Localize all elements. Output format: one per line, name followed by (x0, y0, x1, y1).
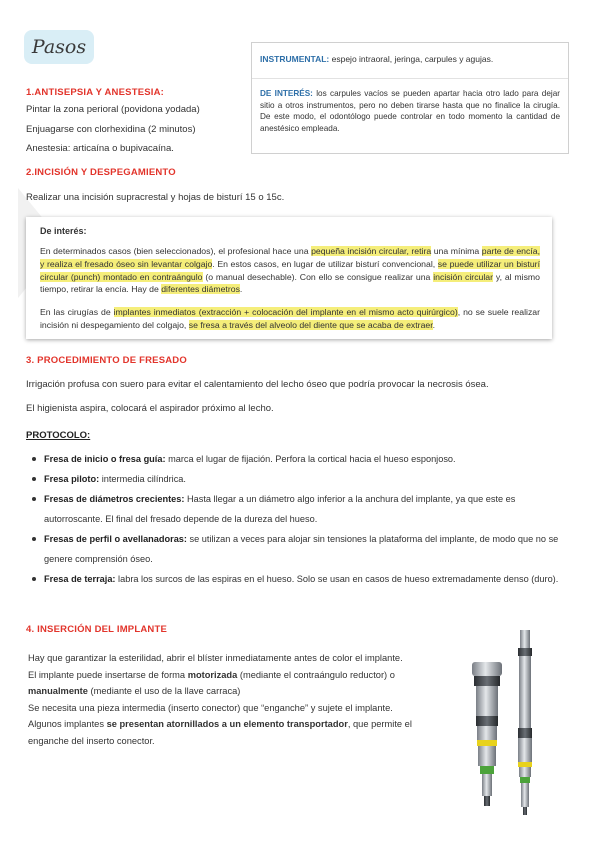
text-segment: En determinados casos (bien seleccionados), el profesional hace una (40, 246, 312, 256)
text-segment: (o manual desechable). Con ello se consigue realizar una (202, 271, 434, 282)
transporter-tool (518, 630, 532, 815)
interest-box-title: De interés: (40, 226, 87, 236)
text-segment: una mínima (431, 246, 482, 256)
instrumental-interest-label: DE INTERÉS: (260, 89, 313, 98)
section3-line-2: El higienista aspira, colocará el aspirador próximo al lecho. (26, 403, 274, 414)
instrumental-interest (252, 79, 568, 134)
section3-line-1: Irrigación profusa con suero para evitar el calentamiento del lecho óseo que podría provocar la necrosis ósea. (26, 379, 489, 390)
section1-line-2: Enjuagarse con clorhexidina (2 minutos) (26, 124, 196, 135)
section3-heading: 3. PROCEDIMIENTO DE FRESADO (26, 355, 187, 366)
interest-paragraph-1 (40, 245, 540, 296)
instrumental-label: INSTRUMENTAL: (260, 54, 330, 64)
protocol-item: Fresa de terraja: labra los surcos de las espiras en el hueso. Solo se usan en casos de hueso extremadamente denso (duro). (30, 569, 560, 589)
instrumental-interest-text: los carpules vacíos se pueden apartar hacia otro lado para dejar sitio a otros instrumentos, pero no deben tirarse hasta que no finalice la cirugía. De este modo, el odontólogo puede controlar en todo momento la cantidad de anestésico empleada. (260, 89, 560, 133)
section4-paragraph-2: El implante puede insertarse de forma motorizada (mediante el contraángulo reductor) o manualmente (mediante el uso de la llave carraca) (28, 669, 395, 696)
section1-line-3: Anestesia: articaína o bupivacaína. (26, 143, 174, 154)
section2-line: Realizar una incisión supracrestal y hojas de bisturí 15 o 15c. (26, 192, 285, 203)
instrumental-row (252, 43, 568, 79)
connector-insert-tool (472, 662, 502, 806)
protocol-item: Fresa de inicio o fresa guía: marca el lugar de fijación. Perfora la cortical hacia el hueso esponjoso. (30, 449, 560, 469)
page-title-badge (24, 30, 94, 64)
instrumental-box (251, 42, 569, 154)
section4-paragraph-3: Se necesita una pieza intermedia (inserto conector) que “enganche” y sujete el implante. (28, 702, 393, 713)
section4-paragraph-1: Hay que garantizar la esterilidad, abrir el blíster inmediatamente antes de color el implante. (28, 653, 403, 663)
text-segment: . En estos casos, en lugar de utilizar bisturí convencional, (212, 258, 438, 269)
section1-line-1: Pintar la zona perioral (povidona yodada) (26, 104, 200, 115)
text-segment: , no se suele realizar incisión ni despegamiento del colgajo, (40, 307, 541, 330)
highlighted-text: incisión circular (433, 271, 494, 282)
text-segment: . (239, 284, 243, 295)
highlighted-text: parte de encía, y realiza el fresado óseo sin levantar colgajo (40, 246, 540, 269)
interest-box (26, 217, 552, 339)
highlighted-text: pequeña incisión circular, retira (311, 246, 432, 256)
section4-heading: 4. INSERCIÓN DEL IMPLANTE (26, 624, 168, 635)
text-segment: En las cirugías de (40, 307, 114, 317)
section4-text (28, 650, 428, 749)
section4-paragraph-4: Algunos implantes se presentan atornillados a un elemento transportador, que permite el enganche del inserto conector. (28, 719, 412, 746)
interest-paragraph-2 (40, 306, 540, 332)
highlighted-text: diferentes diámetros (161, 284, 240, 295)
page-title: Pasos (31, 36, 87, 58)
protocol-item: Fresas de diámetros crecientes: Hasta llegar a un diámetro algo inferior a la anchura del implante, ya que este es autorroscante. El final del fresado depende de la dureza del hueso. (30, 489, 560, 529)
text-segment: . (432, 319, 436, 330)
highlighted-text: implantes inmediatos (extracción + colocación del implante en el mismo acto quirúrgico) (113, 307, 458, 317)
instrumental-text: espejo intraoral, jeringa, carpules y agujas. (331, 54, 494, 64)
highlighted-text: se puede utilizar un bisturí circular (punch) montado en contraángulo (40, 258, 540, 282)
text-segment: y, al mismo tiempo, retirar la encía. Hay de (40, 271, 540, 295)
protocol-title: PROTOCOLO: (26, 430, 91, 441)
protocol-list (30, 449, 560, 589)
implant-insertion-tools-image (458, 628, 568, 818)
highlighted-text: se fresa a través del alveolo del diente que se acaba de extraer (188, 319, 433, 330)
section2-heading: 2.INCISIÓN Y DESPEGAMIENTO (26, 167, 176, 178)
protocol-item: Fresa piloto: intermedia cilíndrica. (30, 469, 560, 489)
section1-heading: 1.ANTISEPSIA Y ANESTESIA: (26, 87, 165, 98)
protocol-item: Fresas de perfil o avellanadoras: se utilizan a veces para alojar sin tensiones la plataforma del implante, de modo que no se genere comprensión óseo. (30, 529, 560, 569)
